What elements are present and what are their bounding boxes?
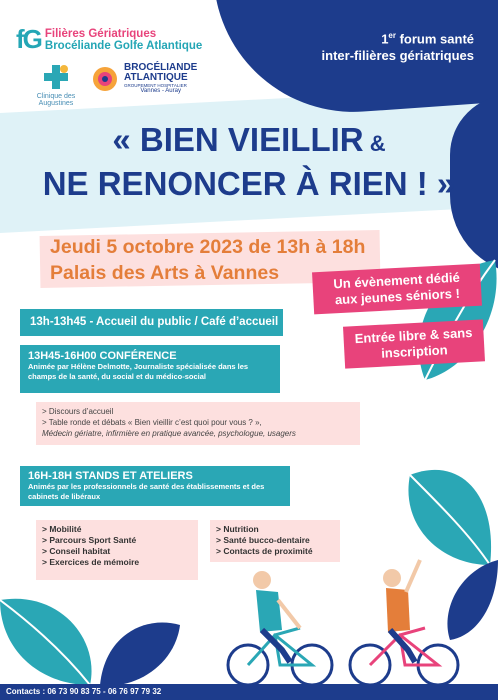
conference-item-2: > Table ronde et débats « Bien vieillir c’est quoi pour vous ? », (42, 418, 262, 427)
broceliande-line2: ATLANTIQUE (124, 72, 188, 83)
broceliande-line4: Vannes - Auray (140, 88, 181, 94)
fg-mark: fG (16, 24, 41, 54)
conference-title: 13H45-16H00 CONFÉRENCE (28, 350, 177, 362)
broceliande-line3: GROUPEMENT HOSPITALIER (124, 83, 187, 88)
seniors-tag: Un évènement dédié aux jeunes séniors ! (312, 264, 482, 315)
event-date: Jeudi 5 octobre 2023 de 13h à 18h (50, 236, 366, 258)
conference-item-3: Médecin gériatre, infirmière en pratique avancée, psychologue, usagers (42, 429, 296, 438)
fg-line1: Filières Gériatriques (44, 27, 157, 40)
stands-subtitle: Animés par les professionnels de santé des établissements et des cabinets de libéraux (28, 482, 265, 501)
broceliande-line1: BROCÉLIANDE (124, 62, 198, 73)
welcome-slot: 13h-13h45 - Accueil du public / Café d’accueil (20, 309, 283, 336)
list-item: > Mobilité (42, 524, 82, 534)
list-item: > Parcours Sport Santé (42, 535, 137, 545)
event-place: Palais des Arts à Vannes (50, 262, 280, 284)
stands-title: 16H-18H STANDS ET ATELIERS (28, 470, 193, 482)
list-item: > Nutrition (216, 524, 259, 534)
list-item: > Exercices de mémoire (42, 557, 140, 567)
cross-icon (42, 63, 70, 91)
list-item: > Contacts de proximité (216, 546, 313, 556)
forum-ordinal-sup: er (388, 31, 396, 40)
contacts: Contacts : 06 73 90 83 75 - 06 76 97 79 32 (6, 687, 162, 696)
conference-subtitle: Animée par Hélène Delmotte, Journaliste spécialisée dans les champs de la santé, du social et du médico-social (28, 362, 249, 381)
conference-details (36, 402, 360, 445)
filieres-logo (16, 24, 202, 55)
broceliande-emblem-icon (92, 66, 118, 92)
broceliande-logo (92, 63, 197, 94)
leaf-left-icon (0, 590, 110, 690)
forum-line2: inter-filières gériatriques (321, 48, 474, 64)
title-line1: « BIEN VIEILLIR (112, 121, 364, 158)
title-amp: & (363, 131, 386, 156)
conference-slot (20, 345, 280, 393)
conference-item-1: > Discours d’accueil (42, 407, 114, 416)
forum-heading (322, 27, 474, 64)
fg-line2: Brocéliande Golfe Atlantique (44, 39, 203, 52)
augustines-label: Clinique des Augustines (36, 93, 76, 107)
stands-list-left (36, 520, 198, 580)
free-entry-tag: Entrée libre & sans inscription (343, 319, 485, 368)
list-item: > Conseil habitat (42, 546, 111, 556)
leaf-bottom-left-icon (95, 615, 185, 690)
forum-line1: forum santé (395, 31, 474, 47)
cyclists-illustration (220, 540, 490, 690)
list-item: > Santé bucco-dentaire (216, 535, 310, 545)
main-title (14, 120, 484, 204)
title-line2: NE RENONCER À RIEN ! » (42, 165, 456, 202)
augustines-logo (28, 63, 84, 107)
forum-ordinal: 1 (381, 31, 389, 47)
stands-slot (20, 466, 290, 506)
